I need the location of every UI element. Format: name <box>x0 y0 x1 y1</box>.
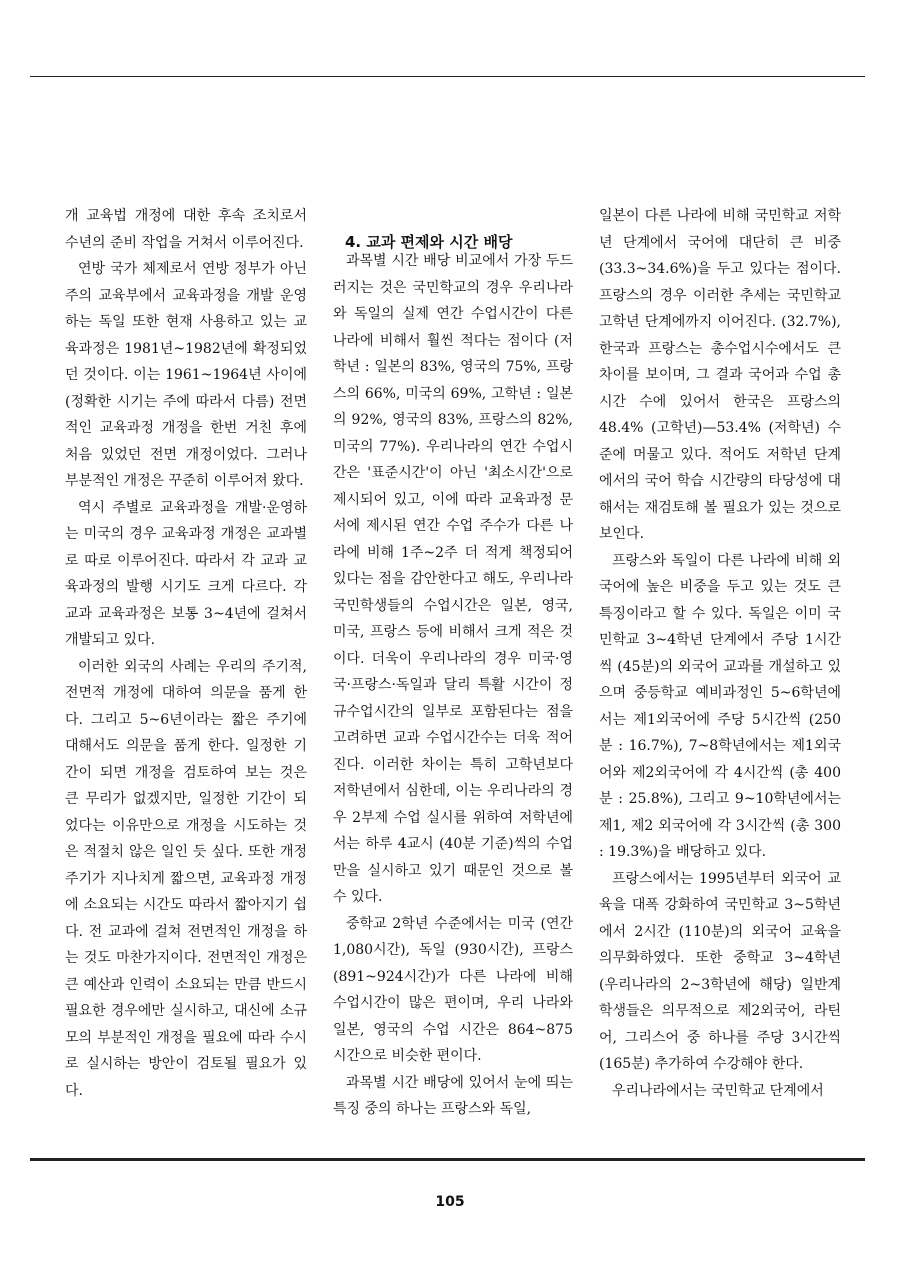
paragraph: 역시 주별로 교육과정을 개발·운영하는 미국의 경우 교육과정 개정은 교과별로 따로 이루어진다. 따라서 각 교과 교육과정의 발행 시기도 크게 다르다. 각 교과 교육과정은 보통 3~4년에 걸쳐서 개발되고 있다. <box>65 499 307 648</box>
paragraph: 프랑스에서는 1995년부터 외국어 교육을 대폭 강화하여 국민학교 3~5학년에서 2시간 (110분)의 외국어 교육을 의무화하였다. 또한 중학교 3~4학년 (우리나라의 2~3학년에 해당) 일반계 학생들은 의무적으로 제2외국어, 라틴어, 그리스어 중 하나를 주당 3시간씩 (165분) 추가하여 수강해야 한다. <box>599 870 841 1072</box>
page-number: 105 <box>435 1194 465 1210</box>
paragraph: 개 교육법 개정에 대한 후속 조치로서 수년의 준비 작업을 거쳐서 이루어진다. <box>65 208 307 251</box>
footer-rule <box>30 1158 865 1161</box>
paragraph: 중학교 2학년 수준에서는 미국 (연간 1,080시간), 독일 (930시간), 프랑스 (891~924시간)가 다른 나라에 비해 수업시간이 많은 편이며, 우리 나라와 일본, 영국의 수업 시간은 864~875 시간으로 비슷한 편이다. <box>333 915 573 1064</box>
left-column <box>65 203 307 1104</box>
paragraph: 과목별 시간 배당에 있어서 눈에 띄는 특징 중의 하나는 프랑스와 독일, <box>333 1074 573 1117</box>
paragraph: 우리나라에서는 국민학교 단계에서 <box>612 1082 824 1099</box>
paragraph: 일본이 다른 나라에 비해 국민학교 저학년 단계에서 국어에 대단히 큰 비중 (33.3~34.6%)을 두고 있다는 점이다. 프랑스의 경우 이러한 추세는 국민학교 고학년 단계에까지 이어진다. (32.7%), 한국과 프랑스는 총수업시수에서도 큰 차이를 보이며, 그 결과 국어과 수업 총 시간 수에 있어서 한국은 프랑스의 48.4% (고학년)—53.4% (저학년) 수준에 머물고 있다. 적어도 저학년 단계에서의 국어 학습 시간량의 타당성에 대해서는 재검토해 볼 필요가 있는 것으로 보인다. <box>599 208 841 542</box>
paragraph: 이러한 외국의 사례는 우리의 주기적, 전면적 개정에 대하여 의문을 품게 한다. 그리고 5~6년이라는 짧은 주기에 대해서도 의문을 품게 한다. 일정한 기간이 되면 개정을 검토하여 보는 것은 큰 무리가 없겠지만, 일정한 기간이 되었다는 이유만으로 개정을 시도하는 것은 적절치 않은 일인 듯 싶다. 또한 개정 주기가 지나치게 짧으면, 교육과정 개정에 소요되는 시간도 따라서 짧아지기 쉽다. 전 교과에 걸쳐 전면적인 개정을 하는 것도 마찬가지이다. 전면적인 개정은 큰 예산과 인력이 소요되는 만큼 반드시 필요한 경우에만 실시하고, 대신에 소규모의 부분적인 개정을 필요에 따라 수시로 실시하는 방안이 검토될 필요가 있다. <box>65 658 307 1099</box>
header-rule <box>30 76 865 77</box>
paragraph: 과목별 시간 배당 비교에서 가장 두드러지는 것은 국민학교의 경우 우리나라와 독일의 실제 연간 수업시간이 다른 나라에 비해서 훨씬 적다는 점이다 (저학년 : 일본의 83%, 영국의 75%, 프랑스의 66%, 미국의 69%, 고학년 : 일본의 92%, 영국의 83%, 프랑스의 82%, 미국의 77%). 우리나라의 연간 수업시간은 '표준시간'이 아닌 '최소시간'으로 제시되어 있고, 이에 따라 교육과정 문서에 제시된 연간 수업 주수가 다른 나라에 비해 1주~2주 더 적게 책정되어 있다는 점을 감안한다고 해도, 우리나라 국민학생들의 수업시간은 일본, 영국, 미국, 프랑스 등에 비해서 크게 적은 것이다. 더욱이 우리나라의 경우 미국·영국·프랑스·독일과 달리 특활 시간이 정규수업시간의 일부로 포함된다는 점을 고려하면 교과 수업시간수는 더욱 적어진다. 이러한 차이는 특히 고학년보다 저학년에서 심한데, 이는 우리나라의 경우 2부제 수업 실시를 위하여 저학년에서는 하루 4교시 (40분 기준)씩의 수업만을 실시하고 있기 때문인 것으로 볼 수 있다. <box>333 253 573 905</box>
middle-column <box>333 203 573 1123</box>
right-column <box>599 203 841 1104</box>
paragraph: 프랑스와 독일이 다른 나라에 비해 외국어에 높은 비중을 두고 있는 것도 큰 특징이라고 할 수 있다. 독일은 이미 국민학교 3~4학년 단계에서 주당 1시간씩 (45분)의 외국어 교과를 개설하고 있으며 중등학교 예비과정인 5~6학년에서는 제1외국어에 주당 5시간씩 (250분 : 16.7%), 7~8학년에서는 제1외국어와 제2외국어에 각 4시간씩 (총 400분 : 25.8%), 그리고 9~10학년에서는 제1, 제2 외국어에 각 3시간씩 (총 300 : 19.3%)을 배당하고 있다. <box>599 552 841 860</box>
section-title: 4. 교과 편제와 시간 배당 <box>345 233 513 251</box>
paragraph: 연방 국가 체제로서 연방 정부가 아닌 주의 교육부에서 교육과정을 개발 운영하는 독일 또한 현재 사용하고 있는 교육과정은 1981년~1982년에 확정되었던 것이다. 이는 1961~1964년 사이에 (정확한 시기는 주에 따라서 다름) 전면적인 교육과정 개정을 한번 거친 후에 처음 있었던 전면 개정이었다. 그러나 부분적인 개정은 꾸준히 이루어져 왔다. <box>65 261 307 489</box>
